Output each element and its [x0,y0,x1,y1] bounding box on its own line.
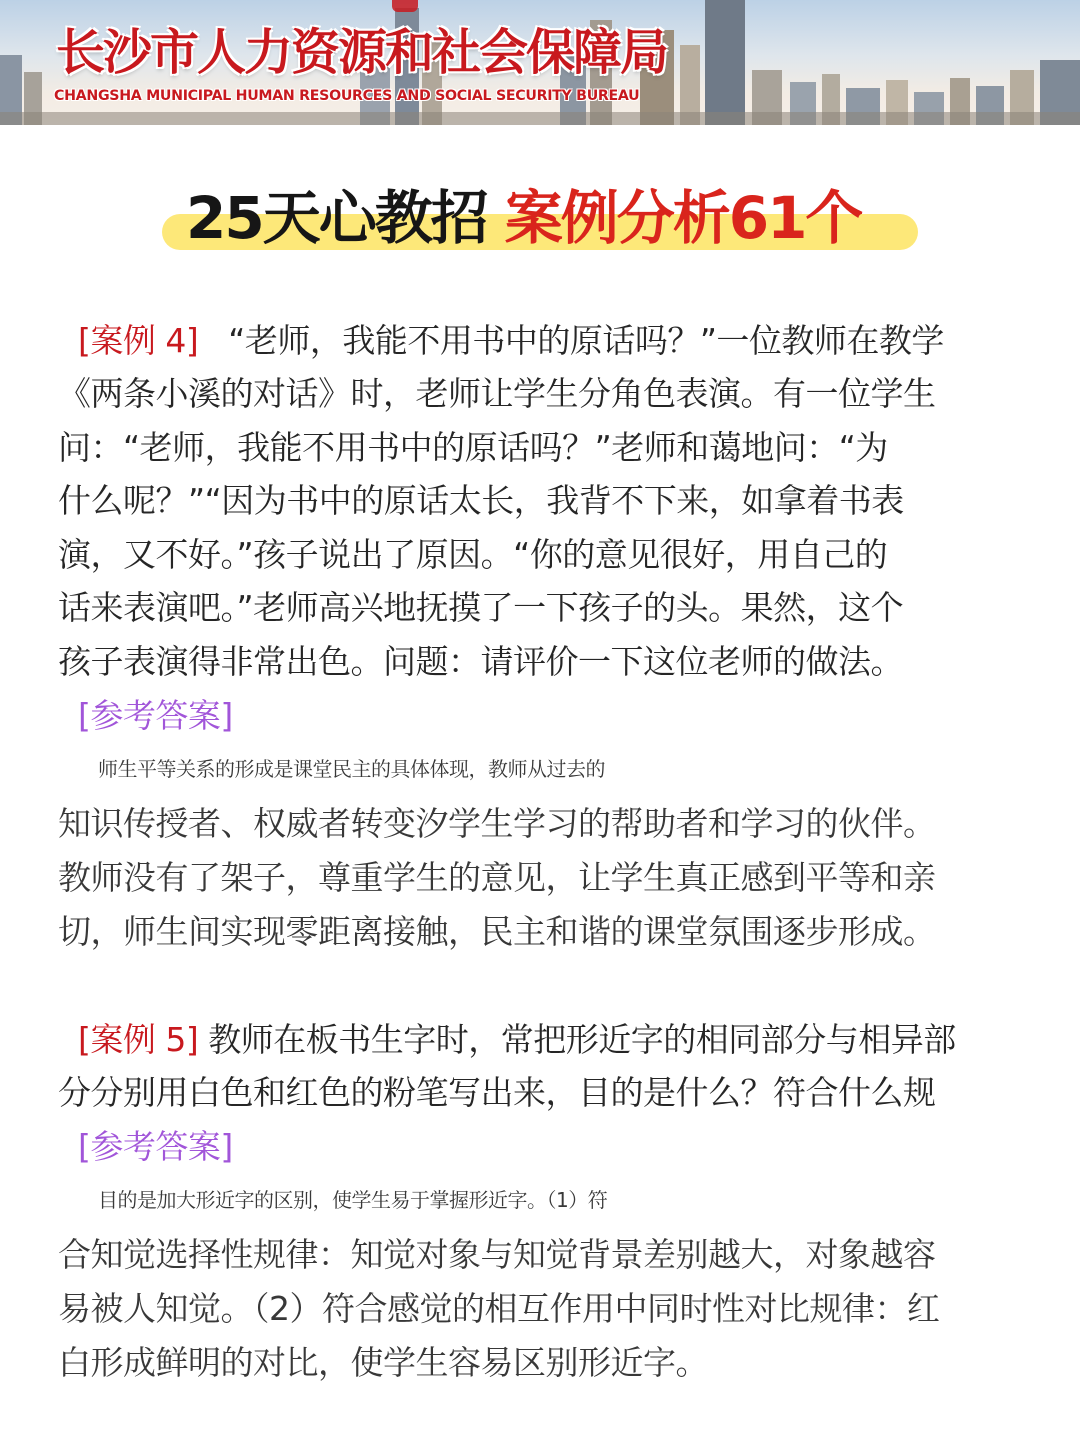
case5-answer-line-1: 目的是加大形近字的区别，使学生易于掌握形近字。（1）符 [98,1188,608,1212]
case5-answer-line-2: 合知觉选择性规律：知觉对象与知觉背景差别越大，对象越容 [58,1235,936,1274]
case4-line-5: 演，又不好。”孩子说出了原因。“你的意见很好，用自己的 [58,535,888,574]
title-part-days: 25天心教招 [186,184,487,252]
bureau-title: 长沙市人力资源和社会保障局 [56,24,668,81]
bureau-subtitle: CHANGSHA MUNICIPAL HUMAN RESOURCES AND SOCIAL SECURITY BUREAU [54,88,640,104]
title-part-cases: 案例分析61个 [504,184,862,252]
case4-answer-line-3: 教师没有了架子，尊重学生的意见，让学生真正感到平等和亲 [58,858,936,897]
case4-answer-line-4: 切，师生间实现零距离接触，民主和谐的课堂氛围逐步形成。 [58,912,936,951]
case4-line-7: 孩子表演得非常出色。问题：请评价一下这位老师的做法。 [58,642,903,681]
case4-answer-label: [参考答案] [78,696,233,735]
case5-answer-line-3: 易被人知觉。（2）符合感觉的相互作用中同时性对比规律：红 [58,1289,940,1328]
case4-line-3: 问：“老师，我能不用书中的原话吗？”老师和蔼地问：“为 [58,428,888,467]
page-title [186,180,861,256]
case5-answer-label-line [58,1120,1028,1174]
case4-label: [案例 4] [78,321,199,360]
case5-line-2: 分分别用白色和红色的粉笔写出来，目的是什么？符合什么规 [58,1073,936,1112]
case4-line-1: [案例 4] “老师，我能不用书中的原话吗？”一位教师在教学 [58,314,1028,368]
case4-answer-line-1: 师生平等关系的形成是课堂民主的具体体现，教师从过去的 [98,757,605,781]
header-banner [0,0,1080,125]
case5-answer-label: [参考答案] [78,1127,233,1166]
emblem-icon [392,0,418,12]
case4-line-2: 《两条小溪的对话》时，老师让学生分角色表演。有一位学生 [58,374,936,413]
case4-line-6: 话来表演吧。”老师高兴地抚摸了一下孩子的头。果然，这个 [58,588,904,627]
case5-line-1: [案例 5] 教师在板书生字时，常把形近字的相同部分与相异部 [58,1013,1028,1067]
case4-line-4: 什么呢？”“因为书中的原话太长，我背不下来，如拿着书表 [58,481,904,520]
case5-label: [案例 5] [78,1020,199,1059]
case5-answer-line-4: 白形成鲜明的对比，使学生容易区别形近字。 [58,1343,708,1382]
case4-answer-label-line [58,689,1028,743]
case4-answer-line-2: 知识传授者、权威者转变汐学生学习的帮助者和学习的伙伴。 [58,804,936,843]
page-heading [162,180,918,260]
